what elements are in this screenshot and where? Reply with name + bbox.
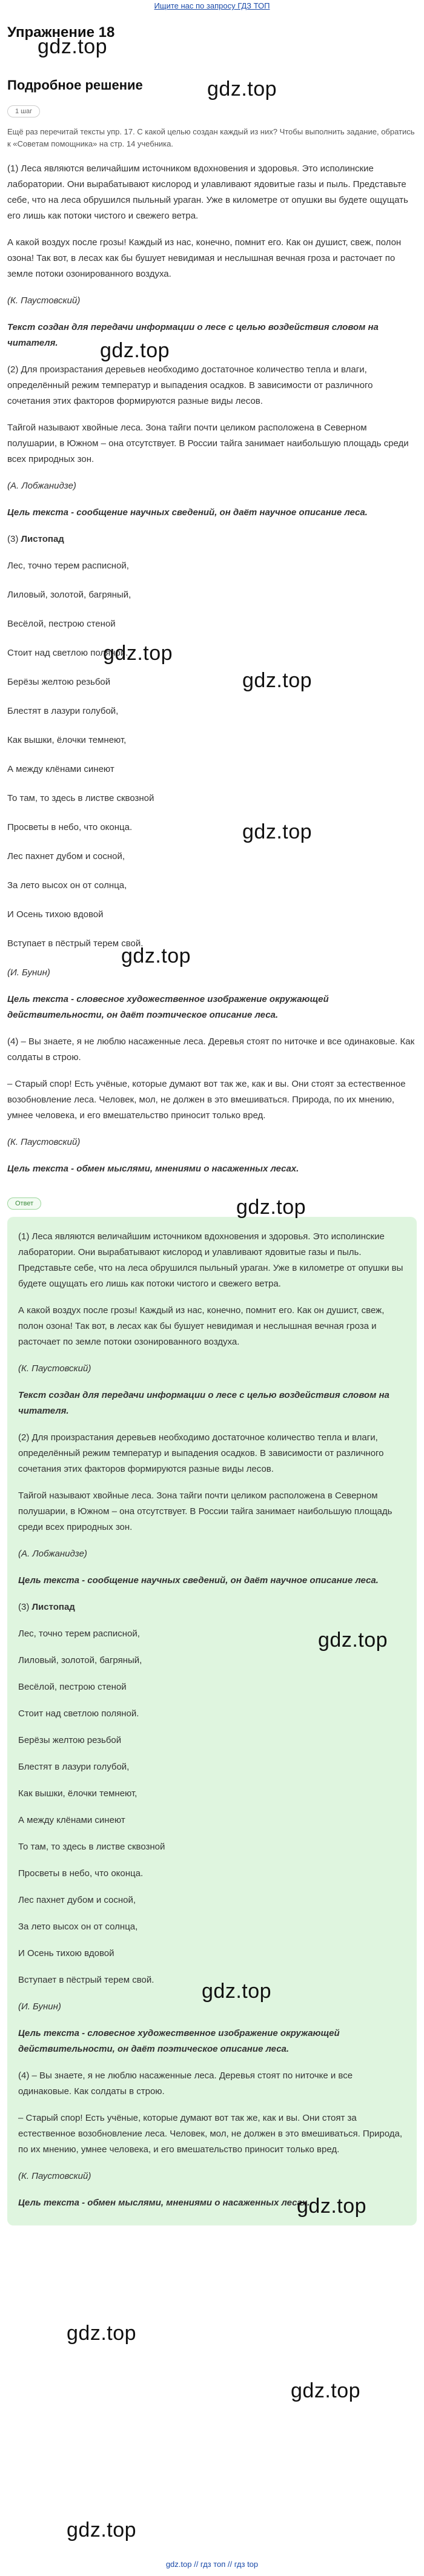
- answer-poem-line: Просветы в небо, что оконца.: [18, 1868, 144, 1879]
- answer-poem-number: (3): [18, 1602, 32, 1612]
- answer-box: [7, 1217, 417, 2225]
- solution-content: [0, 126, 424, 1177]
- answer-text4-author: (К. Паустовский): [18, 2171, 91, 2181]
- answer-poem-line: А между клёнами синеют: [18, 1815, 125, 1825]
- answer-text4-conclusion: Цель текста - обмен мыслями, мнениями о насаженных лесах.: [18, 2198, 310, 2208]
- text4-paragraph1: (4) – Вы знаете, я не люблю насаженные леса. Деревья стоят по ниточке и все одинаковые. Как солдаты в строю.: [7, 1036, 415, 1062]
- poem-line: Блестят в лазури голубой,: [7, 706, 119, 716]
- answer-text4-paragraph1: (4) – Вы знаете, я не люблю насаженные леса. Деревья стоят по ниточке и все одинаковые. Как солдаты в строю.: [18, 2070, 353, 2097]
- answer-poem-line: За лето высох он от солнца,: [18, 1922, 138, 1932]
- text3-author: (И. Бунин): [7, 967, 50, 978]
- answer-text1-author: (К. Паустовский): [18, 1363, 91, 1374]
- answer-text3-conclusion: Цель текста - словесное художественное изображение окружающей действительности, он даёт поэтическое описание леса.: [18, 2028, 340, 2054]
- answer-poem-title: [18, 1599, 406, 1615]
- watermark: gdz.top: [242, 820, 313, 843]
- answer-poem-line: Берёзы желтою резьбой: [18, 1735, 122, 1745]
- answer-text2-conclusion: Цель текста - сообщение научных сведений, он даёт научное описание леса.: [18, 1575, 379, 1586]
- answer-poem-line: Вступает в пёстрый терем свой.: [18, 1975, 154, 1985]
- poem-line: Просветы в небо, что оконца.: [7, 822, 133, 832]
- text1-paragraph2: А какой воздух после грозы! Каждый из нас, конечно, помнит его. Как он душист, свеж, полон озона! Так вот, в лесах как бы бушует невидимая и неслышная вечная гроза и расточает по земле потоки озонированного воздуха.: [7, 237, 402, 279]
- answer-text1-paragraph2: А какой воздух после грозы! Каждый из нас, конечно, помнит его. Как он душист, свеж, полон озона! Так вот, в лесах как бы бушует невидимая и неслышная вечная гроза и расточает по земле потоки озонированного воздуха.: [18, 1305, 385, 1347]
- answer-text1-conclusion: Текст создан для передачи информации о лесе с целью воздействия словом на читателя.: [18, 1390, 389, 1416]
- top-promo-link[interactable]: Ищите нас по запросу ГДЗ ТОП: [154, 1, 270, 10]
- answer-poem-line: Лес, точно терем расписной,: [18, 1629, 140, 1639]
- poem-number: (3): [7, 534, 21, 544]
- watermark: gdz.top: [38, 35, 108, 58]
- answer-poem-line: Весёлой, пестрою стеной: [18, 1682, 127, 1692]
- text1-paragraph1: (1) Леса являются величайшим источником вдохновения и здоровья. Это исполинские лаборатории. Они вырабатывают кислород и улавливают ядовитые газы и пыль. Представьте себе, что на леса обрушился пыльный ураган. Уже в километре от опушки вы будете ощущать его лишь как потоки чистого и свежего ветра.: [7, 163, 408, 221]
- watermark: gdz.top: [318, 1629, 388, 1652]
- answer-poem-line: Блестят в лазури голубой,: [18, 1762, 130, 1772]
- watermark: gdz.top: [207, 77, 277, 100]
- poem-title: [7, 532, 417, 547]
- answer-text3-author: (И. Бунин): [18, 2001, 61, 2012]
- text2-author: (А. Лобжанидзе): [7, 481, 76, 491]
- poem-line: И Осень тихою вдовой: [7, 909, 104, 920]
- answer-poem-line: Лес пахнет дубом и сосной,: [18, 1895, 136, 1905]
- text4-conclusion: Цель текста - обмен мыслями, мнениями о насаженных лесах.: [7, 1164, 299, 1174]
- watermark: gdz.top: [100, 339, 170, 362]
- page-title: Упражнение 18: [7, 24, 115, 41]
- text4-author: (К. Паустовский): [7, 1137, 81, 1147]
- text1-conclusion: Текст создан для передачи информации о лесе с целью воздействия словом на читателя.: [7, 322, 379, 348]
- text2-paragraph2: Тайгой называют хвойные леса. Зона тайги почти целиком расположена в Северном полушарии, в Южном – она отсутствует. В России тайга занимает наибольшую площадь среди всех природных зон.: [7, 423, 409, 464]
- poem-line: Берёзы желтою резьбой: [7, 677, 111, 687]
- answer-poem-line: Как вышки, ёлочки темнеют,: [18, 1788, 137, 1799]
- poem-line: Лес, точно терем расписной,: [7, 561, 129, 571]
- step-badge: 1 шаг: [7, 105, 40, 117]
- answer-text4-paragraph2: – Старый спор! Есть учёные, которые думают вот так же, как и вы. Они стоят за естественное возобновление леса. Человек, мол, не должен в это вмешиваться. Природа, по их мнению, умнее человека, и его вмешательство приносит только вред.: [18, 2113, 403, 2155]
- footer-link[interactable]: gdz.top // гдз топ // гдз top: [165, 2560, 259, 2569]
- text2-conclusion: Цель текста - сообщение научных сведений, он даёт научное описание леса.: [7, 507, 368, 518]
- text4-paragraph2: – Старый спор! Есть учёные, которые думают вот так же, как и вы. Они стоят за естественное возобновление леса. Человек, мол, не должен в это вмешиваться. Природа, по их мнению, умнее человека, и его вмешательство приносит только вред.: [7, 1079, 406, 1121]
- poem-title-text: Листопад: [21, 534, 64, 544]
- watermark: gdz.top: [202, 1980, 272, 2003]
- task-note: Ещё раз перечитай тексты упр. 17. С какой целью создан каждый из них? Чтобы выполнить задание, обратись к «Советам помощника» на стр. 14 учебника.: [7, 127, 415, 148]
- poem-lines: [7, 558, 417, 952]
- watermark: gdz.top: [103, 642, 173, 665]
- answer-text2-author: (А. Лобжанидзе): [18, 1549, 87, 1559]
- watermark: gdz.top: [242, 669, 313, 692]
- poem-line: Весёлой, пестрою стеной: [7, 619, 116, 629]
- poem-line: Вступает в пёстрый терем свой.: [7, 938, 144, 949]
- text1-author: (К. Паустовский): [7, 295, 81, 306]
- poem-line: А между клёнами синеют: [7, 764, 114, 774]
- watermark: gdz.top: [67, 2518, 137, 2541]
- answer-poem-line: Стоит над светлою поляной.: [18, 1708, 139, 1719]
- watermark: gdz.top: [291, 2379, 361, 2402]
- poem-line: Лес пахнет дубом и сосной,: [7, 851, 125, 861]
- answer-badge: Ответ: [7, 1197, 41, 1210]
- watermark: gdz.top: [297, 2195, 367, 2218]
- answer-text1-paragraph1: (1) Леса являются величайшим источником вдохновения и здоровья. Это исполинские лаборатории. Они вырабатывают кислород и улавливают ядовитые газы и пыль. Представьте себе, что на леса обрушился пыльный ураган. Уже в километре от опушки вы будете ощущать его лишь как потоки чистого и свежего ветра.: [18, 1231, 403, 1289]
- text3-conclusion: Цель текста - словесное художественное изображение окружающей действительности, он даёт поэтическое описание леса.: [7, 994, 329, 1020]
- answer-poem-title-text: Листопад: [31, 1602, 75, 1612]
- poem-line: Как вышки, ёлочки темнеют,: [7, 735, 127, 745]
- watermark: gdz.top: [121, 944, 191, 967]
- solution-heading: Подробное решение: [7, 77, 143, 93]
- watermark: gdz.top: [236, 1196, 306, 1219]
- answer-poem-line: Лиловый, золотой, багряный,: [18, 1655, 142, 1665]
- answer-text2-paragraph2: Тайгой называют хвойные леса. Зона тайги почти целиком расположена в Северном полушарии, в Южном – она отсутствует. В России тайга занимает наибольшую площадь среди всех природных зон.: [18, 1491, 393, 1532]
- text2-paragraph1: (2) Для произрастания деревьев необходимо достаточное количество тепла и влаги, определённый режим температур и выпадения осадков. В зависимости от различного сочетания этих факторов формируются разные виды лесов.: [7, 364, 373, 406]
- answer-text2-paragraph1: (2) Для произрастания деревьев необходимо достаточное количество тепла и влаги, определённый режим температур и выпадения осадков. В зависимости от различного сочетания этих факторов формируются разные виды лесов.: [18, 1432, 384, 1474]
- poem-line: То там, то здесь в листве сквозной: [7, 793, 154, 803]
- answer-poem-line: И Осень тихою вдовой: [18, 1948, 114, 1958]
- watermark: gdz.top: [67, 2322, 137, 2345]
- answer-poem-line: То там, то здесь в листве сквозной: [18, 1842, 165, 1852]
- poem-line: Лиловый, золотой, багряный,: [7, 590, 131, 600]
- answer-poem-lines: [18, 1626, 406, 1988]
- poem-line: За лето высох он от солнца,: [7, 880, 127, 891]
- poem-line: Стоит над светлою поляной.: [7, 648, 128, 658]
